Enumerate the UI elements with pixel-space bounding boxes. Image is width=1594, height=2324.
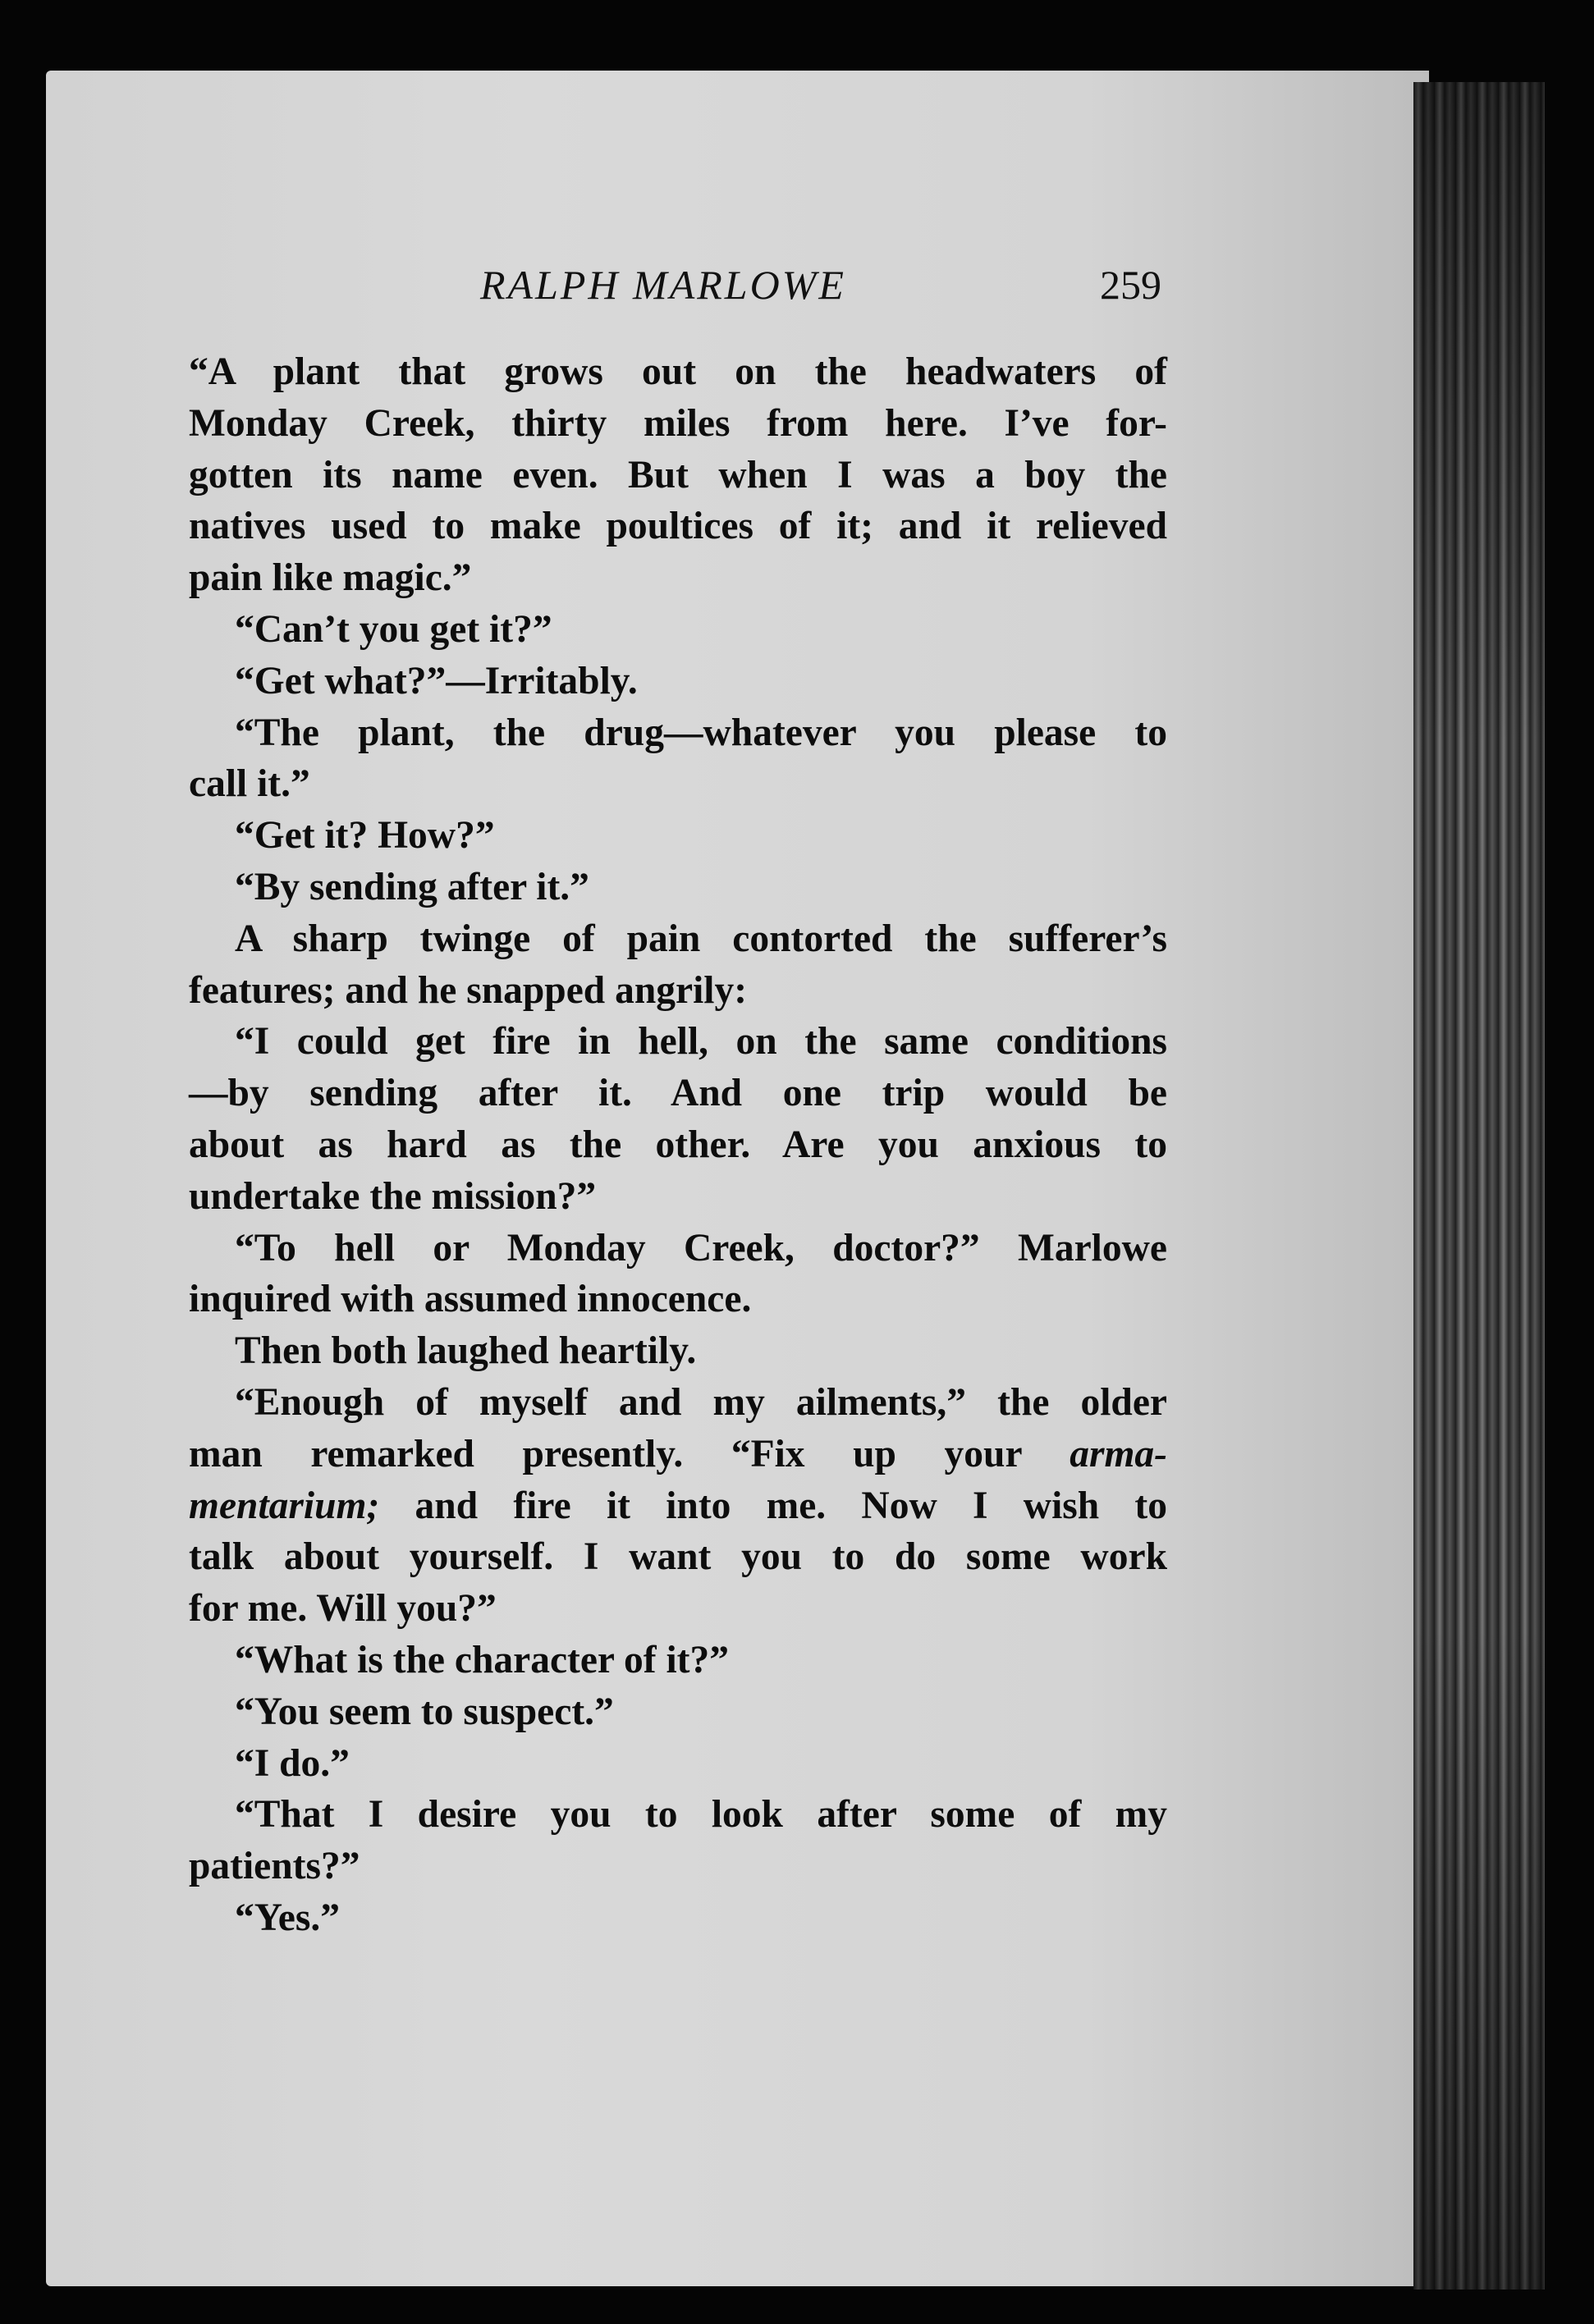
- text-line: [189, 552, 1167, 604]
- line-text: pain like magic.”: [189, 556, 472, 600]
- line-text: for me. Will you?”: [189, 1587, 497, 1631]
- line-text: —by sending after it. And one trip would be: [189, 1072, 1167, 1115]
- line-text: Monday Creek, thirty miles from here. I’ve for-: [189, 401, 1167, 445]
- line-text: “Get what?”—Irritably.: [235, 659, 638, 702]
- text-line: [189, 965, 1167, 1017]
- text-line: [189, 1325, 1167, 1377]
- text-line: [189, 656, 1167, 707]
- body-text: [189, 346, 1167, 1944]
- line-text: man remarked presently. “Fix up your: [189, 1432, 1022, 1475]
- line-text: “I could get fire in hell, on the same conditions: [235, 1020, 1167, 1064]
- text-line: [189, 862, 1167, 913]
- line-text: patients?”: [189, 1845, 360, 1888]
- line-text: gotten its name even. But when I was a boy the: [189, 453, 1167, 496]
- text-line: [189, 1635, 1167, 1686]
- text-line: [189, 1480, 1167, 1532]
- text-line: [189, 1738, 1167, 1790]
- page-number: 259: [1100, 262, 1161, 308]
- line-text: inquired with assumed innocence.: [189, 1278, 752, 1321]
- line-text: about as hard as the other. Are you anxious to: [189, 1123, 1167, 1166]
- text-line: [189, 1377, 1167, 1429]
- text-line: [189, 1531, 1167, 1583]
- text-line: [189, 1583, 1167, 1635]
- text-line: [189, 1686, 1167, 1738]
- line-text: features; and he snapped angrily:: [189, 968, 748, 1012]
- text-line: [189, 501, 1167, 552]
- line-text: natives used to make poultices of it; and it relieved: [189, 505, 1167, 548]
- text-line: [189, 1171, 1167, 1223]
- line-text: Then both laughed heartily.: [235, 1329, 697, 1373]
- text-line: [189, 1016, 1167, 1068]
- italic-word: mentarium;: [189, 1484, 380, 1527]
- text-line: [189, 1223, 1167, 1274]
- text-line: [189, 1789, 1167, 1841]
- line-text: “A plant that grows out on the headwaters of: [189, 350, 1167, 393]
- line-text: “To hell or Monday Creek, doctor?” Marlowe: [235, 1226, 1167, 1270]
- text-line: [189, 913, 1167, 965]
- text-line: [189, 1068, 1167, 1119]
- text-line: [189, 398, 1167, 450]
- line-text: “I do.”: [235, 1741, 350, 1785]
- line-text: and fire it into me. Now I wish to: [415, 1484, 1167, 1527]
- line-text: “That I desire you to look after some of my: [235, 1793, 1167, 1837]
- text-line: [189, 604, 1167, 656]
- line-text: “What is the character of it?”: [235, 1638, 729, 1681]
- line-text: “The plant, the drug—whatever you please to: [235, 711, 1167, 754]
- text-line: [189, 810, 1167, 862]
- line-text: “Enough of myself and my ailments,” the older: [235, 1380, 1167, 1424]
- line-text: “Yes.”: [235, 1896, 340, 1939]
- line-text: talk about yourself. I want you to do some work: [189, 1535, 1167, 1579]
- line-text: undertake the mission?”: [189, 1174, 597, 1218]
- text-line: [189, 346, 1167, 398]
- text-line: [189, 1274, 1167, 1325]
- page-edges-shadow: [1413, 82, 1545, 2290]
- text-line: [189, 707, 1167, 759]
- italic-word: arma-: [1070, 1432, 1167, 1475]
- text-line: [189, 450, 1167, 501]
- line-text: “Get it? How?”: [235, 814, 495, 858]
- line-text: “By sending after it.”: [235, 865, 589, 908]
- line-text: “You seem to suspect.”: [235, 1690, 614, 1733]
- text-line: [189, 1841, 1167, 1892]
- line-text: A sharp twinge of pain contorted the sufferer’s: [235, 917, 1167, 960]
- text-line: [189, 1892, 1167, 1944]
- text-line: [189, 1429, 1167, 1480]
- text-line: [189, 1119, 1167, 1171]
- line-text: call it.”: [189, 762, 310, 806]
- text-line: [189, 758, 1167, 810]
- line-text: “Can’t you get it?”: [235, 607, 552, 651]
- running-head: RALPH MARLOWE: [480, 262, 846, 308]
